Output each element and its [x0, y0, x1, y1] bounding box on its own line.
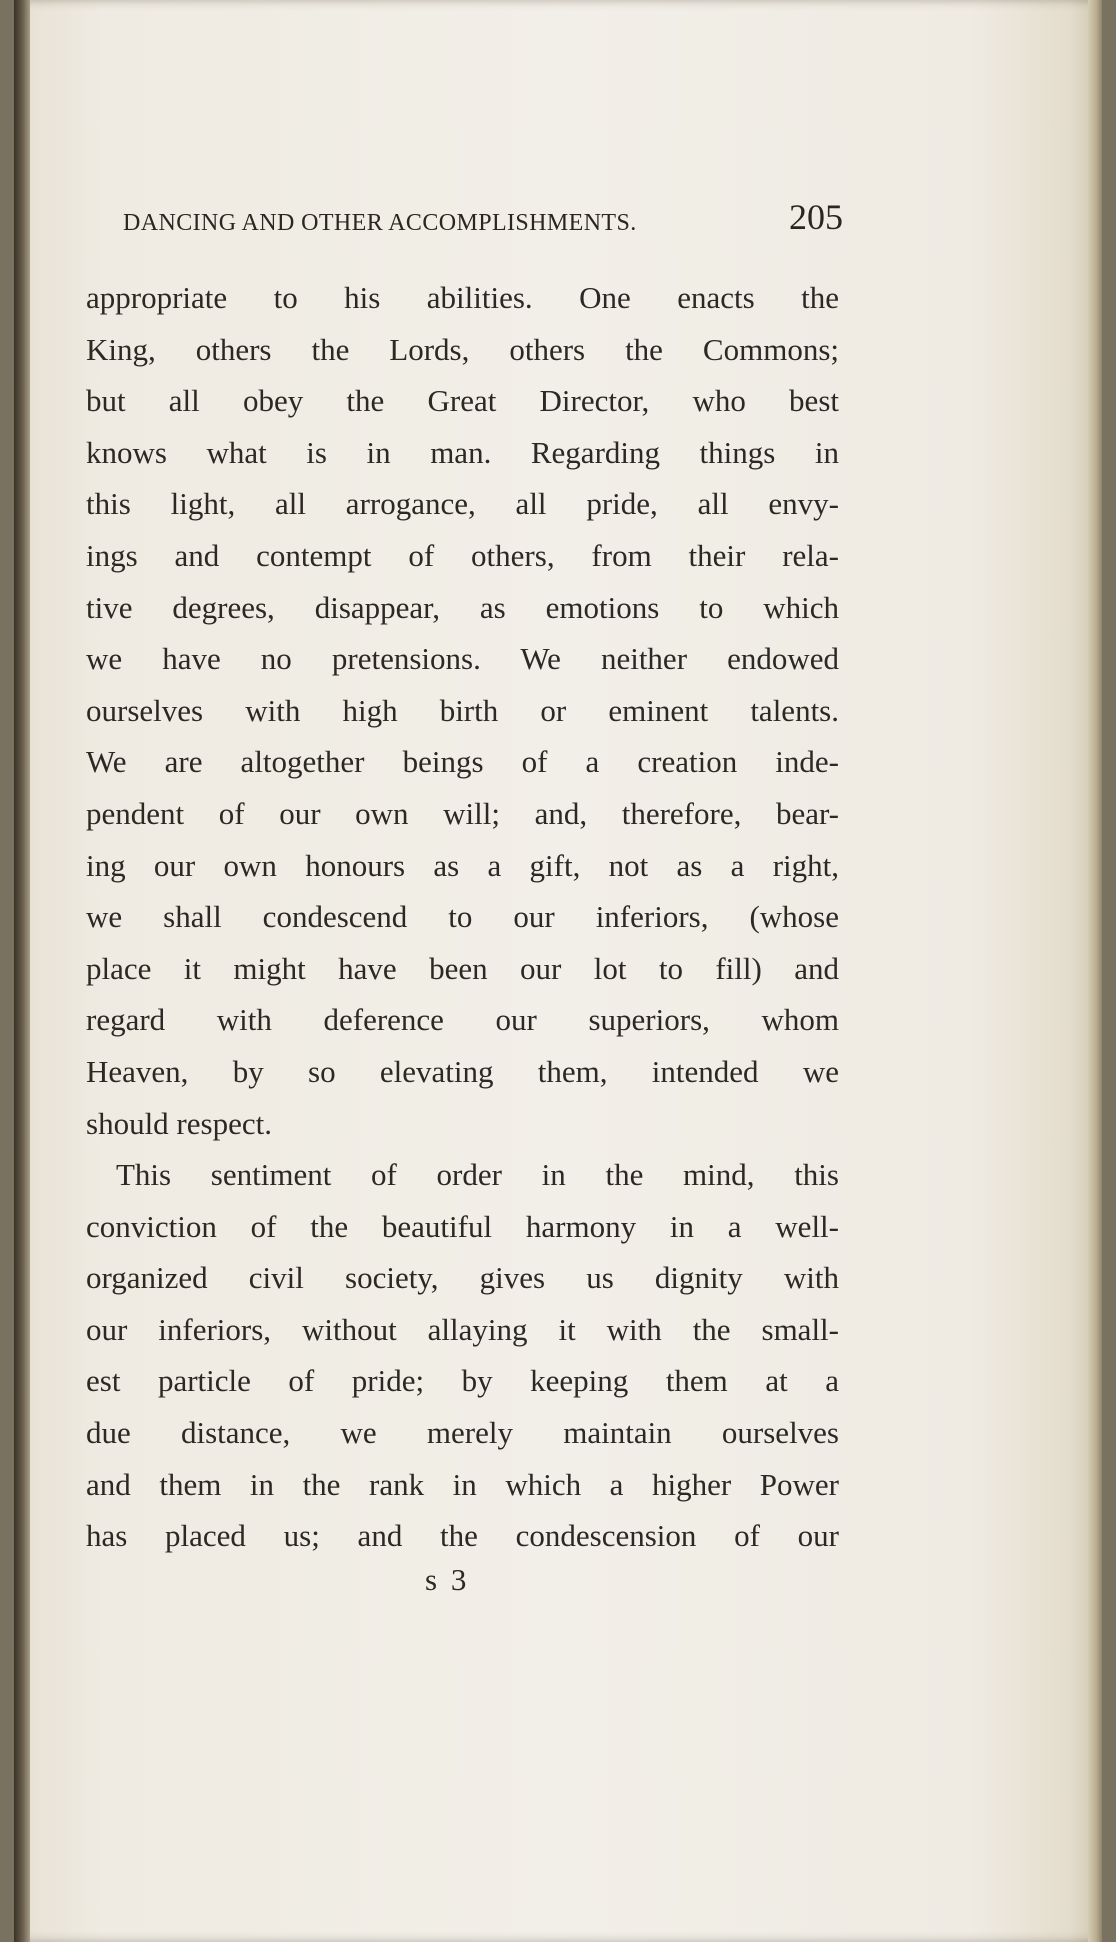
running-head: DANCING AND OTHER ACCOMPLISHMENTS.: [123, 210, 637, 236]
text-line: pendent of our own will; and, therefore, bear-: [86, 795, 839, 831]
text-line-paragraph-start: This sentiment of order in the mind, this: [116, 1157, 839, 1193]
text-line: King, others the Lords, others the Commons;: [86, 331, 839, 367]
text-line: tive degrees, disappear, as emotions to which: [86, 589, 839, 625]
book-spine-shadow: [14, 0, 30, 1942]
text-line: but all obey the Great Director, who best: [86, 383, 839, 419]
text-line: due distance, we merely maintain ourselves: [86, 1415, 839, 1451]
text-line: appropriate to his abilities. One enacts the: [86, 280, 839, 315]
text-line: regard with deference our superiors, whom: [86, 1002, 839, 1038]
text-line: organized civil society, gives us dignity with: [86, 1260, 839, 1296]
text-line: our inferiors, without allaying it with the small-: [86, 1311, 839, 1347]
text-line: we have no pretensions. We neither endowed: [86, 641, 839, 677]
text-line: est particle of pride; by keeping them at a: [86, 1363, 839, 1399]
text-line: this light, all arrogance, all pride, all envy-: [86, 486, 839, 522]
text-line: ing our own honours as a gift, not as a right,: [86, 847, 839, 883]
text-line: we shall condescend to our inferiors, (whose: [86, 899, 839, 935]
text-line: Heaven, by so elevating them, intended we: [86, 1053, 839, 1089]
text-line: ings and contempt of others, from their rela-: [86, 537, 839, 573]
text-line: knows what is in man. Regarding things in: [86, 434, 839, 470]
page-header: [123, 196, 843, 240]
signature-mark: s 3: [425, 1562, 470, 1597]
text-line: and them in the rank in which a higher Power: [86, 1466, 839, 1502]
text-line: conviction of the beautiful harmony in a well-: [86, 1208, 839, 1244]
body-text: [86, 272, 839, 1562]
text-line: has placed us; and the condescension of our: [86, 1518, 839, 1554]
page-edge: [1088, 0, 1102, 1942]
text-line-paragraph-end: should respect.: [86, 1105, 272, 1141]
text-line: We are altogether beings of a creation inde-: [86, 744, 839, 780]
text-line: place it might have been our lot to fill) and: [86, 950, 839, 986]
text-line: ourselves with high birth or eminent talents.: [86, 692, 839, 728]
page-number: 205: [789, 197, 843, 237]
